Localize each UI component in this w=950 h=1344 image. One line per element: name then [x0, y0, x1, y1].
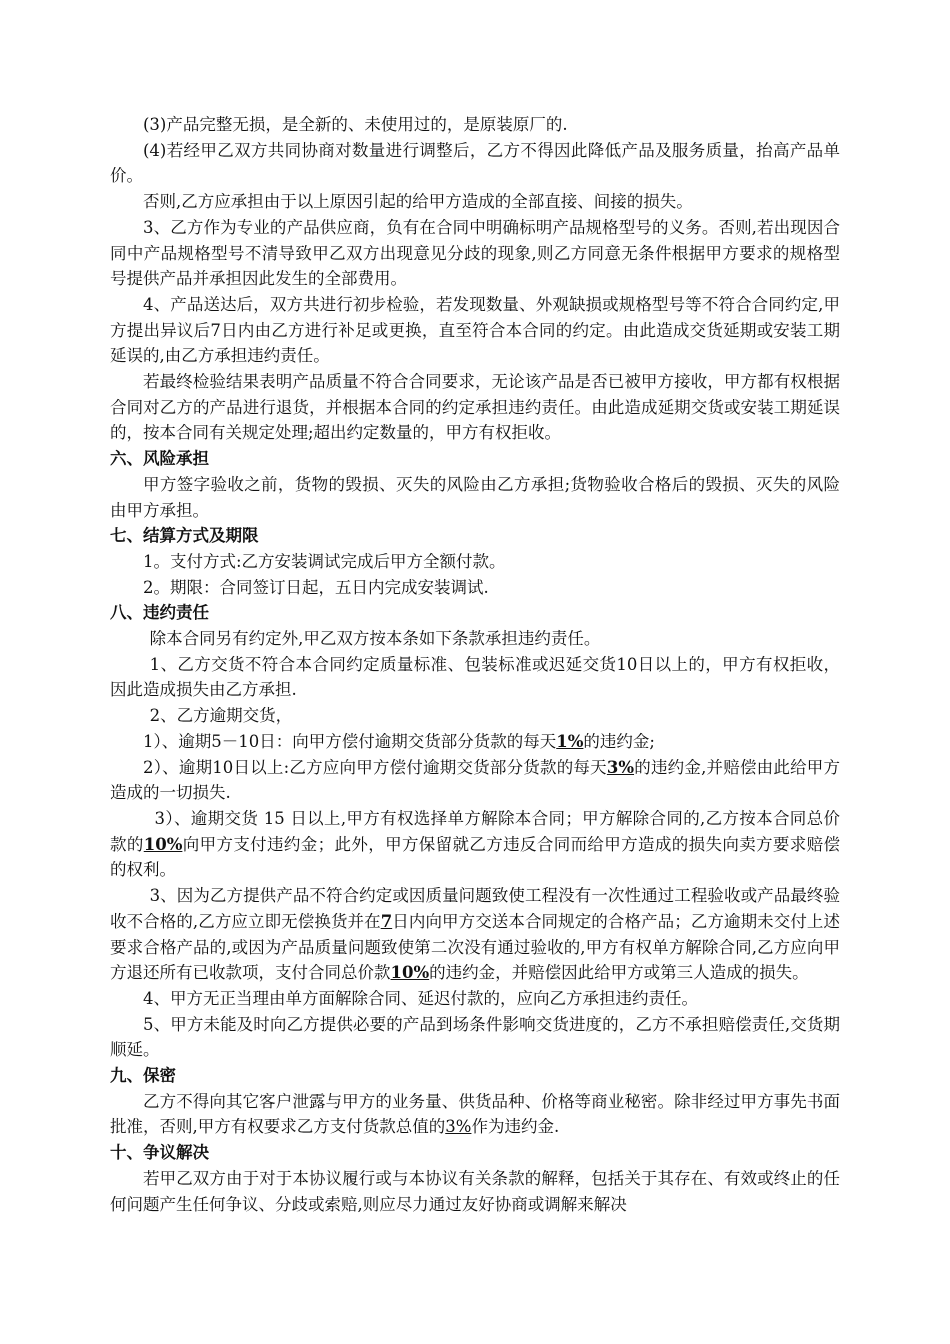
- section-7-item-2: 2。期限：合同签订日起，五日内完成安装调试.: [143, 577, 489, 597]
- clause-4-quantity-adjust: (4)若经甲乙双方共同协商对数量进行调整后，乙方不得因此降低产品及服务质量，抬高产品单价。: [110, 140, 840, 186]
- section-9-rate: 3%: [445, 1117, 472, 1137]
- item-2b-prefix: 2）、逾期10日以上:乙方应向甲方偿付逾期交货部分货款的每天: [143, 757, 607, 777]
- section-8-item-2a: [110, 729, 840, 755]
- clause-3-intact: (3)产品完整无损，是全新的、未使用过的，是原装原厂的.: [143, 115, 568, 134]
- section-9-heading: 九、保密: [110, 1066, 176, 1086]
- section-8-intro: 除本合同另有约定外,甲乙双方按本条如下条款承担违约责任。: [149, 629, 601, 649]
- section-10-text: 若甲乙双方由于对于本协议履行或与本协议有关条款的解释，包括关于其存在、有效或终止的任何问题产生任何争议、分歧或索赔,则应尽力通过友好协商或调解来解决: [110, 1168, 840, 1214]
- section-8-item-2: 2、乙方逾期交货，: [149, 706, 293, 726]
- section-8-item-3: [110, 883, 840, 986]
- section-8-item-1: 1、乙方交货不符合本合同约定质量标准、包装标准或迟延交货10日以上的，甲方有权拒收，因此造成损失由乙方承担.: [110, 654, 840, 700]
- section-7-item-1: 1。支付方式:乙方安装调试完成后甲方全额付款。: [143, 551, 506, 571]
- section-8-item-5: 5、甲方未能及时向乙方提供必要的产品到场条件影响交货进度的，乙方不承担赔偿责任,交货期顺延。: [110, 1014, 840, 1060]
- section-9-text: [110, 1089, 840, 1140]
- clause-liability: 否则,乙方应承担由于以上原因引起的给甲方造成的全部直接、间接的损失。: [143, 192, 693, 212]
- section-8-item-4: 4、甲方无正当理由单方面解除合同、延迟付款的，应向乙方承担违约责任。: [143, 988, 698, 1008]
- section-9-suffix: 作为违约金.: [471, 1117, 560, 1137]
- item-2a-suffix: 的违约金;: [583, 731, 655, 751]
- item-3-middle: 日内向甲方交送本合同规定的合格产品；乙方逾期未交付上述要求合格产品的,或因为产品质量问题致使第二次没有通过验收的,甲方有权单方解除合同,乙方应向甲方退还所有已收款项，支付合同总价款: [110, 911, 840, 983]
- contract-page: [110, 112, 840, 1217]
- clause-inspection: 4、产品送达后，双方共进行初步检验，若发现数量、外观缺损或规格型号等不符合合同约定,甲方提出异议后7日内由乙方进行补足或更换，直至符合本合同的约定。由此造成交货延期或安装工期延误的,由乙方承担违约责任。: [110, 294, 840, 366]
- section-10-heading: 十、争议解决: [110, 1143, 209, 1163]
- clause-spec-obligation: 3、乙方作为专业的产品供应商，负有在合同中明确标明产品规格型号的义务。否则,若出现因合同中产品规格型号不清导致甲乙双方出现意见分歧的现象,则乙方同意无条件根据甲方要求的规格型号提供产品并承担因此发生的全部费用。: [110, 217, 840, 289]
- section-8-item-2c: [110, 806, 840, 883]
- section-8-heading: 八、违约责任: [110, 603, 209, 623]
- item-2a-prefix: 1）、逾期5－10日：向甲方偿付逾期交货部分货款的每天: [143, 731, 557, 751]
- clause-final-inspection: 若最终检验结果表明产品质量不符合合同要求，无论该产品是否已被甲方接收，甲方都有权根据合同对乙方的产品进行退货，并根据本合同的约定承担违约责任。由此造成延期交货或安装工期延误的，按本合同有关规定处理;超出约定数量的，甲方有权拒收。: [110, 372, 840, 443]
- item-2b-rate: 3%: [606, 757, 635, 777]
- item-2b-suffix: 的违约金,并赔偿由此给甲方造成的一切损失.: [110, 757, 840, 803]
- section-9-prefix: 乙方不得向其它客户泄露与甲方的业务量、供货品种、价格等商业秘密。除非经过甲方事先书面批准，否则,甲方有权要求乙方支付货款总值的: [110, 1091, 840, 1137]
- section-6-text: 甲方签字验收之前，货物的毁损、灭失的风险由乙方承担;货物验收合格后的毁损、灭失的风险由甲方承担。: [110, 474, 840, 520]
- item-3-prefix: 3、因为乙方提供产品不符合约定或因质量问题致使工程没有一次性通过工程验收或产品最终验收不合格的,乙方应立即无偿换货并在: [110, 886, 840, 931]
- item-2c-prefix: 3）、逾期交货 15 日以上,甲方有权选择单方解除本合同；甲方解除合同的,乙方按本合同总价款的: [110, 808, 840, 854]
- item-3-days: 7: [380, 911, 393, 931]
- item-2c-suffix: 向甲方支付违约金；此外，甲方保留就乙方违反合同而给甲方造成的损失向卖方要求赔偿的权利。: [110, 834, 841, 880]
- item-2a-rate: 1%: [556, 731, 584, 751]
- item-3-suffix: 的违约金，并赔偿因此给甲方或第三人造成的损失。: [429, 963, 809, 983]
- section-7-heading: 七、结算方式及期限: [110, 526, 259, 546]
- section-6-heading: 六、风险承担: [110, 449, 209, 469]
- item-2c-rate: 10%: [143, 834, 183, 854]
- section-8-item-2b: [110, 755, 840, 806]
- item-3-rate: 10%: [390, 963, 430, 983]
